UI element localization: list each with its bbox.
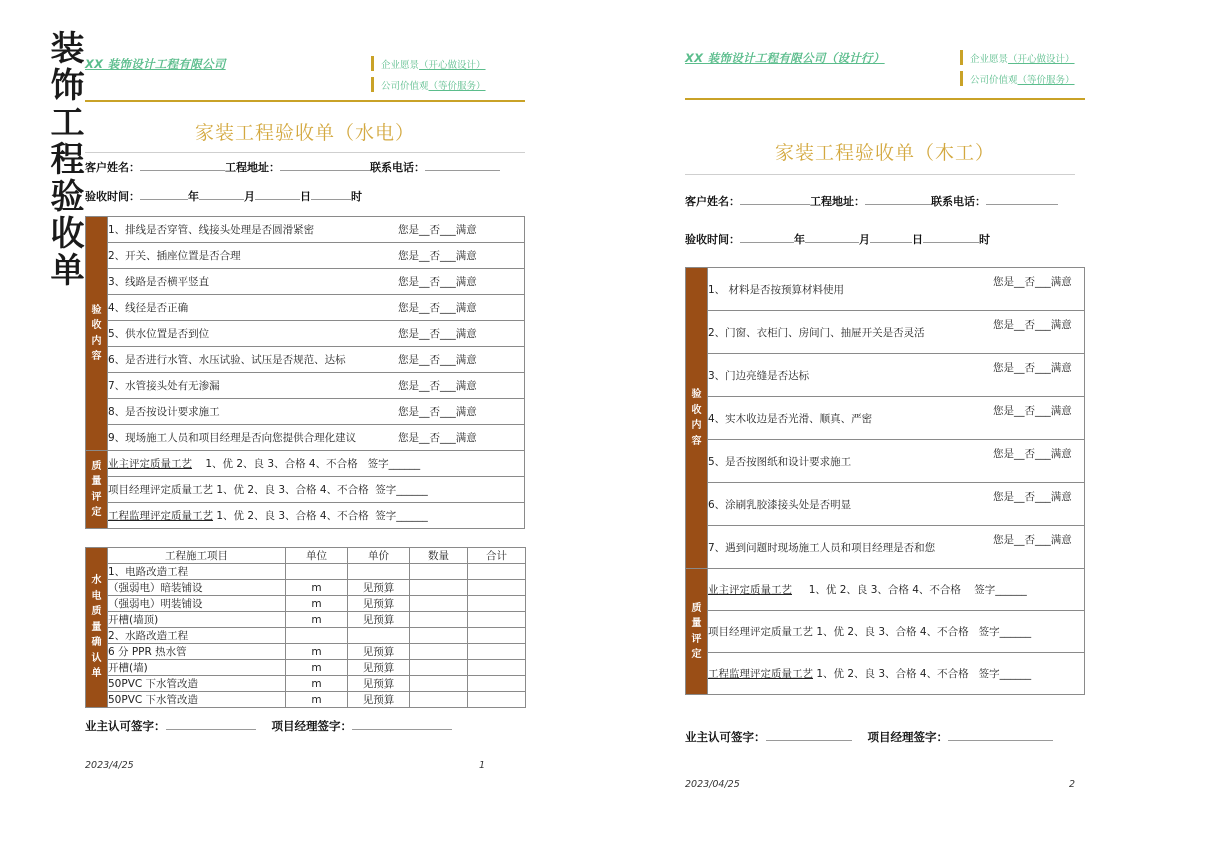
table-row [86,660,526,676]
acceptance-answer[interactable]: 您是__否___满意 [398,380,477,392]
item-unit [286,628,348,644]
table-row [86,451,525,477]
acceptance-side-label [86,217,108,451]
table-row [86,399,525,425]
items-header-unit: 单位 [286,548,348,564]
item-qty[interactable] [410,596,468,612]
side-label-c1: 收 [691,404,702,416]
table-row [686,311,1085,354]
item-price: 见预算 [348,644,410,660]
field-row-identity [685,193,1085,209]
table-row [86,425,525,451]
quality-role: 业主评定质量工艺 [108,458,192,470]
table-row [86,580,526,596]
acceptance-item-cell [108,425,525,451]
table-row [686,397,1085,440]
quality-scale[interactable]: 1、优 2、良 3、合格 4、不合格 [205,458,358,470]
slogan-vision-value: （开心做设计） [1008,53,1075,65]
quality-row-cell [708,611,1085,653]
customer-name-input[interactable] [140,170,225,171]
quality-sign[interactable]: 签字______ [375,484,428,496]
item-total[interactable] [468,596,526,612]
slogan-values-value: （等价服务） [428,80,486,92]
field-row-identity [85,159,525,175]
table-row [86,243,525,269]
item-qty[interactable] [410,692,468,708]
acceptance-answer[interactable]: 您是__否___满意 [398,250,477,262]
table-row [86,269,525,295]
manager-signature-input[interactable] [948,740,1053,741]
slogan-bar-icon [960,50,963,65]
title-rule [685,174,1075,175]
item-price: 见预算 [348,660,410,676]
year-input[interactable] [740,242,794,243]
acceptance-item-cell [108,373,525,399]
table-row [86,477,525,503]
acceptance-item-cell [708,397,1085,440]
table-row [86,373,525,399]
side-label-c2: 评 [91,491,102,503]
slogan-values [970,72,1075,86]
table-row [686,569,1085,611]
item-total[interactable] [468,644,526,660]
hour-input[interactable] [311,199,351,200]
letterhead-rule [685,98,1085,100]
slogan-values [381,78,486,92]
side-label-c6: 单 [91,668,102,680]
day-input[interactable] [255,199,300,200]
spine-title-text: 装饰工程验收单 [44,30,84,289]
quality-scale[interactable]: 1、优 2、良 3、合格 4、不合格 [808,584,961,596]
quality-row-cell [708,653,1085,695]
items-header-price: 单价 [348,548,410,564]
item-unit: m [286,660,348,676]
item-qty[interactable] [410,564,468,580]
item-qty[interactable] [410,660,468,676]
project-address-input[interactable] [280,170,370,171]
acceptance-item-cell [108,295,525,321]
item-name: 1、电路改造工程 [108,564,286,580]
acceptance-item-text: 5、供水位置是否到位 [108,328,210,340]
item-qty[interactable] [410,628,468,644]
side-label-c2: 内 [91,335,102,347]
slogan-block [960,50,1075,86]
side-label-c1: 收 [91,320,102,331]
acceptance-item-cell [708,526,1085,569]
hour-input[interactable] [923,242,979,243]
acceptance-answer[interactable]: 您是__否___满意 [993,534,1072,546]
item-name: 50PVC 下水管改造 [108,676,286,692]
acceptance-answer[interactable]: 您是__否___满意 [993,276,1072,288]
table-row [86,548,526,564]
month-label: 月 [244,190,255,203]
side-label-c4: 确 [91,637,102,649]
item-qty[interactable] [410,644,468,660]
side-label-c0: 质 [691,602,702,614]
acceptance-item-cell [108,269,525,295]
day-label: 日 [300,190,311,203]
side-label-c0: 质 [91,460,102,472]
acceptance-item-text: 7、遇到问题时现场施工人员和项目经理是否和您 [708,541,936,554]
acceptance-item-text: 9、现场施工人员和项目经理是否向您提供合理化建议 [108,432,357,444]
table-row [686,611,1085,653]
slogan-vision-label: 企业愿景 [381,59,420,71]
item-name: 开槽(墙) [108,660,286,676]
phone-input[interactable] [425,170,500,171]
table-row [686,354,1085,397]
page-footer-1 [85,760,485,771]
side-label-c1: 量 [91,476,102,487]
item-total[interactable] [468,692,526,708]
acceptance-answer[interactable]: 您是__否___满意 [993,448,1072,460]
item-total[interactable] [468,564,526,580]
month-input[interactable] [805,242,859,243]
acceptance-item-text: 2、门窗、衣柜门、房间门、抽屉开关是否灵活 [708,326,925,339]
acceptance-item-cell [108,321,525,347]
phone-input[interactable] [986,204,1058,205]
acceptance-answer[interactable]: 您是__否___满意 [993,319,1072,331]
acceptance-table-1 [85,216,525,529]
project-address-label: 工程地址： [810,195,865,208]
acceptance-item-cell [708,311,1085,354]
page-footer-2 [685,779,1075,790]
slogan-bar-icon [960,71,963,86]
table-row [686,440,1085,483]
slogan-vision-value: （开心做设计） [419,59,486,71]
letterhead-rule [85,100,525,102]
letterhead-1 [85,56,525,100]
acceptance-answer[interactable]: 您是__否___满意 [993,362,1072,374]
item-name: 2、水路改造工程 [108,628,286,644]
quality-role: 业主评定质量工艺 [708,584,792,596]
acceptance-answer[interactable]: 您是__否___满意 [398,276,477,288]
customer-name-label: 客户姓名： [85,161,140,174]
quality-sign[interactable]: 签字______ [978,668,1032,680]
owner-signature-label: 业主认可签字： [685,730,766,744]
quality-sign[interactable]: 签字______ [375,510,428,522]
slogan-values-value: （等价服务） [1017,74,1075,86]
letterhead-2 [685,50,1085,98]
item-name: 50PVC 下水管改造 [108,692,286,708]
item-price: 见预算 [348,580,410,596]
acceptance-item-text: 6、涂刷乳胶漆接头处是否明显 [708,498,852,511]
quality-scale[interactable]: 1、优 2、良 3、合格 4、不合格 [216,484,369,496]
phone-label: 联系电话： [370,161,425,174]
table-row [86,217,525,243]
customer-name-label: 客户姓名： [685,195,740,208]
quality-row-cell [708,569,1085,611]
phone-label: 联系电话： [931,195,986,208]
quality-side-label [86,451,108,529]
acceptance-item-cell [708,268,1085,311]
items-header-name: 工程施工项目 [108,548,286,564]
acceptance-item-text: 5、是否按图纸和设计要求施工 [708,455,852,468]
side-label-c2: 评 [691,633,702,645]
slogan-row-vision [960,50,1075,65]
item-price: 见预算 [348,676,410,692]
acceptance-answer[interactable]: 您是__否___满意 [398,224,477,236]
quality-sign[interactable]: 签字______ [367,458,421,470]
quality-row-cell [108,477,525,503]
acceptance-item-text: 3、线路是否横平竖直 [108,276,210,288]
quality-row-cell [108,503,525,529]
item-unit: m [286,596,348,612]
acceptance-item-cell [108,347,525,373]
field-row-datetime [685,231,1085,247]
item-qty[interactable] [410,676,468,692]
acceptance-answer[interactable]: 您是__否___满意 [993,405,1072,417]
table-row [86,596,526,612]
acceptance-item-cell [708,483,1085,526]
month-label: 月 [859,233,870,246]
side-label-c1: 量 [691,618,702,629]
acceptance-item-cell [108,217,525,243]
hour-label: 时 [351,190,362,203]
table-row [86,503,525,529]
slogan-row-values [371,77,486,92]
item-name: （强弱电）暗装铺设 [108,580,286,596]
acceptance-item-text: 6、是否进行水管、水压试验、试压是否规范、达标 [108,354,346,366]
item-total[interactable] [468,660,526,676]
project-address-input[interactable] [865,204,931,205]
acceptance-time-label: 验收时间： [85,190,140,203]
year-label: 年 [188,190,199,203]
field-row-datetime [85,188,525,204]
items-table [85,547,526,708]
quality-scale[interactable]: 1、优 2、良 3、合格 4、不合格 [816,668,969,680]
item-price [348,628,410,644]
footer-date: 2023/4/25 [85,760,134,771]
signature-row-1 [85,718,525,734]
company-name: XX 装饰设计工程有限公司 [85,57,226,71]
side-label-c2: 质 [91,606,102,618]
table-row [86,564,526,580]
year-input[interactable] [140,199,188,200]
acceptance-answer[interactable]: 您是__否___满意 [398,328,477,340]
acceptance-answer[interactable]: 您是__否___满意 [993,491,1072,503]
customer-name-input[interactable] [740,204,810,205]
slogan-vision-label: 企业愿景 [970,53,1009,65]
acceptance-item-cell [108,399,525,425]
month-input[interactable] [199,199,244,200]
item-price: 见预算 [348,692,410,708]
table-row [686,526,1085,569]
side-label-c3: 容 [91,351,102,362]
table-row [86,295,525,321]
item-unit: m [286,676,348,692]
side-label-c0: 验 [691,389,702,400]
item-name: 开槽(墙顶) [108,612,286,628]
day-label: 日 [912,233,923,246]
acceptance-item-text: 3、门边亮缝是否达标 [708,369,810,382]
table-row [86,628,526,644]
slogan-values-label: 公司价值观 [381,80,429,92]
side-label-c1: 电 [91,590,102,602]
page-2 [685,0,1085,852]
item-name: 6 分 PPR 热水管 [108,644,286,660]
quality-role: 项目经理评定质量工艺 [108,484,213,496]
slogan-bar-icon [371,56,374,71]
side-label-c3: 容 [691,435,702,447]
side-label-c2: 内 [691,420,702,431]
side-label-c3: 量 [91,621,102,633]
side-label-c3: 定 [91,507,102,518]
acceptance-item-text: 1、排线是否穿管、线接头处理是否圆滑紧密 [108,224,315,236]
item-unit: m [286,692,348,708]
manager-signature-label: 项目经理签字： [867,730,949,744]
acceptance-item-cell [708,354,1085,397]
item-unit [286,564,348,580]
page-title: 家装工程验收单（水电） [194,122,415,144]
table-row [86,321,525,347]
item-total[interactable] [468,612,526,628]
page-1 [85,0,525,852]
acceptance-side-label [686,268,708,569]
item-price: 见预算 [348,596,410,612]
footer-page-number: 1 [478,760,485,771]
acceptance-item-text: 1、 材料是否按预算材料使用 [708,283,845,296]
acceptance-item-cell [708,440,1085,483]
owner-signature-label: 业主认可签字： [85,719,166,733]
quality-role: 工程监理评定质量工艺 [708,668,813,680]
slogan-block [371,56,486,92]
year-label: 年 [794,233,805,246]
item-price [348,564,410,580]
side-label-c5: 认 [91,652,102,664]
acceptance-item-text: 7、水管接头处有无渗漏 [108,380,220,392]
slogan-values-label: 公司价值观 [970,74,1018,86]
acceptance-answer[interactable]: 您是__否___满意 [398,302,477,314]
side-label-c0: 水 [91,575,102,587]
item-qty[interactable] [410,612,468,628]
quality-scale[interactable]: 1、优 2、良 3、合格 4、不合格 [216,510,369,522]
acceptance-item-text: 2、开关、插座位置是否合理 [108,250,241,262]
company-name: XX 装饰设计工程有限公司（设计行） [685,51,885,65]
table-row [86,612,526,628]
items-header-qty: 数量 [410,548,468,564]
item-name: （强弱电）明装铺设 [108,596,286,612]
slogan-bar-icon [371,77,374,92]
quality-sign[interactable]: 签字______ [974,584,1027,596]
acceptance-table-2 [685,267,1085,695]
acceptance-time-label: 验收时间： [685,233,740,246]
table-row [86,692,526,708]
acceptance-answer[interactable]: 您是__否___满意 [398,406,477,418]
item-price: 见预算 [348,612,410,628]
day-input[interactable] [870,242,912,243]
page-title: 家装工程验收单（木工） [774,142,995,164]
quality-role: 项目经理评定质量工艺 [708,626,813,638]
item-unit: m [286,644,348,660]
acceptance-item-text: 8、是否按设计要求施工 [108,406,220,418]
table-row [86,676,526,692]
slogan-row-values [960,71,1075,86]
side-label-c3: 定 [691,649,702,660]
item-total[interactable] [468,676,526,692]
acceptance-item-text: 4、线径是否正确 [108,302,189,314]
table-row [86,644,526,660]
slogan-vision [381,57,486,71]
manager-signature-input[interactable] [352,729,452,730]
items-header-total: 合计 [468,548,526,564]
hour-label: 时 [979,233,990,246]
table-row [686,483,1085,526]
footer-date: 2023/04/25 [685,779,740,790]
owner-signature-input[interactable] [166,729,256,730]
item-total[interactable] [468,580,526,596]
owner-signature-input[interactable] [766,740,852,741]
quality-scale[interactable]: 1、优 2、良 3、合格 4、不合格 [816,626,969,638]
side-label-c0: 验 [91,304,102,316]
project-address-label: 工程地址： [225,161,280,174]
quality-sign[interactable]: 签字______ [978,626,1032,638]
item-unit: m [286,612,348,628]
item-total[interactable] [468,628,526,644]
item-qty[interactable] [410,580,468,596]
quality-row-cell [108,451,525,477]
title-rule [85,152,525,153]
items-side-label [86,548,108,708]
table-row [686,653,1085,695]
acceptance-item-cell [108,243,525,269]
slogan-vision [970,51,1075,65]
quality-role: 工程监理评定质量工艺 [108,510,213,522]
manager-signature-label: 项目经理签字： [271,719,353,733]
slogan-row-vision [371,56,486,71]
signature-row-2 [685,729,1085,745]
acceptance-answer[interactable]: 您是__否___满意 [398,432,477,444]
table-row [86,347,525,373]
acceptance-answer[interactable]: 您是__否___满意 [398,354,477,366]
item-unit: m [286,580,348,596]
footer-page-number: 2 [1068,779,1075,790]
table-row [686,268,1085,311]
quality-side-label [686,569,708,695]
acceptance-item-text: 4、实木收边是否光滑、顺真、严密 [708,412,873,425]
